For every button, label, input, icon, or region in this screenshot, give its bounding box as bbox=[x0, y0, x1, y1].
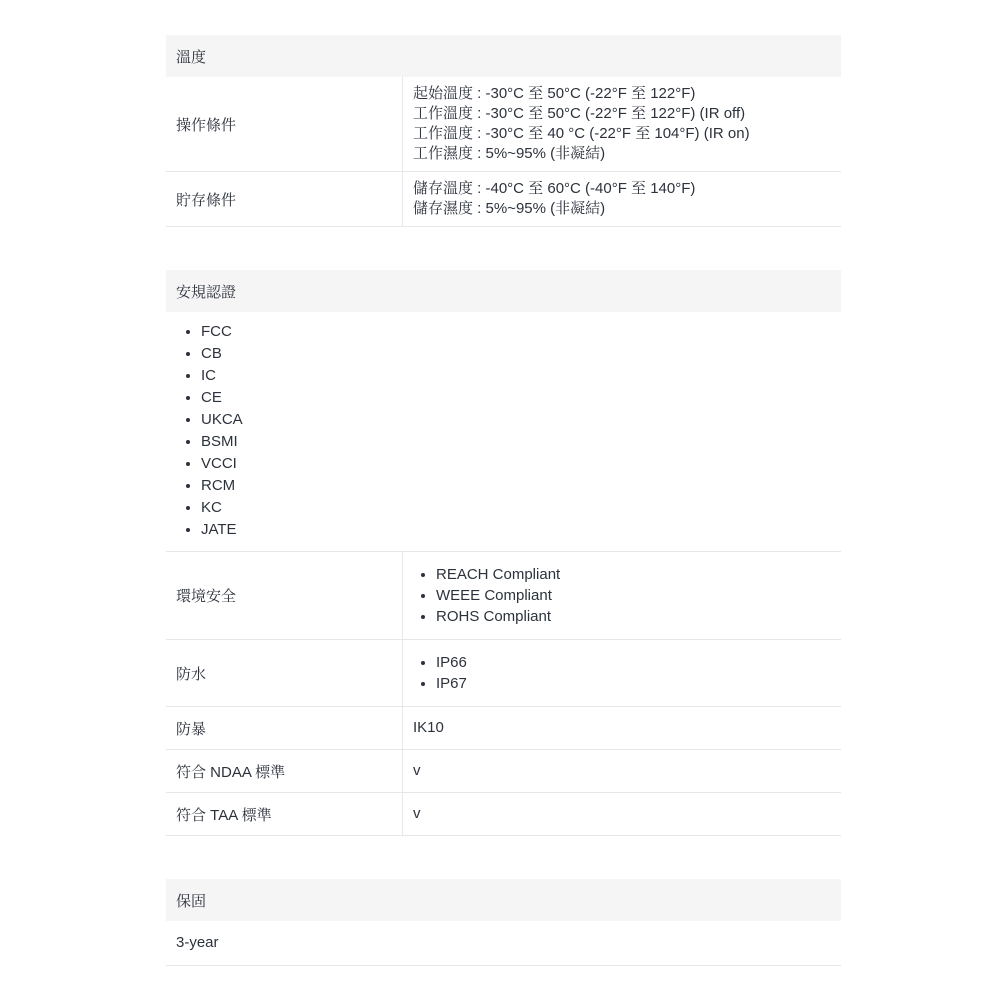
section-warranty bbox=[166, 879, 841, 966]
bullet-list bbox=[403, 564, 831, 627]
list-item: • JATE bbox=[201, 519, 841, 541]
list-item: • KC bbox=[201, 497, 841, 519]
list-item: • ROHS Compliant bbox=[436, 606, 831, 627]
section-title: 保固 bbox=[176, 892, 207, 910]
list-item: 儲存濕度 : 5%~95% (非凝結) bbox=[413, 200, 606, 217]
spec-label: 操作條件 bbox=[176, 116, 237, 134]
section-temperature bbox=[166, 35, 841, 227]
spec-label: 防暴 bbox=[176, 720, 207, 738]
spec-row-environmental-safety bbox=[166, 552, 841, 640]
spec-row-waterproof bbox=[166, 640, 841, 707]
spec-label: 防水 bbox=[176, 665, 207, 683]
section-header-certifications bbox=[166, 270, 841, 312]
spec-label: 符合 NDAA 標準 bbox=[176, 763, 286, 781]
spec-value: v bbox=[402, 750, 841, 792]
spec-row-operating-conditions bbox=[166, 77, 841, 172]
spec-value-list bbox=[402, 640, 841, 706]
section-title: 安規認證 bbox=[176, 283, 237, 301]
section-title: 溫度 bbox=[176, 48, 207, 66]
spec-value-lines bbox=[402, 172, 841, 226]
list-item: • REACH Compliant bbox=[436, 564, 831, 585]
list-item: • RCM bbox=[201, 475, 841, 497]
spec-value-list bbox=[402, 552, 841, 639]
list-item: • BSMI bbox=[201, 431, 841, 453]
spec-value: IK10 bbox=[402, 707, 841, 749]
list-item: • FCC bbox=[201, 321, 841, 343]
spec-label: 符合 TAA 標準 bbox=[176, 806, 272, 824]
list-item: • IC bbox=[201, 365, 841, 387]
section-header-temperature bbox=[166, 35, 841, 77]
spec-row-vandal-proof bbox=[166, 707, 841, 750]
spec-row-storage-conditions bbox=[166, 172, 841, 227]
list-item: 工作溫度 : -30°C 至 50°C (-22°F 至 122°F) (IR off) bbox=[413, 105, 746, 122]
list-item: 工作濕度 : 5%~95% (非凝結) bbox=[413, 145, 606, 162]
list-item: • IP67 bbox=[436, 673, 831, 694]
list-item: • UKCA bbox=[201, 409, 841, 431]
spec-row-taa-compliant bbox=[166, 793, 841, 836]
certification-list-row bbox=[166, 312, 841, 552]
spec-label: 貯存條件 bbox=[176, 191, 237, 209]
spec-value: v bbox=[402, 793, 841, 835]
list-item: 工作溫度 : -30°C 至 40 °C (-22°F 至 104°F) (IR on) bbox=[413, 125, 750, 142]
certification-list bbox=[166, 312, 841, 551]
list-item: 儲存溫度 : -40°C 至 60°C (-40°F 至 140°F) bbox=[413, 180, 696, 197]
list-item: • CB bbox=[201, 343, 841, 365]
spec-value-lines bbox=[402, 77, 841, 171]
list-item: 起始溫度 : -30°C 至 50°C (-22°F 至 122°F) bbox=[413, 85, 696, 102]
spec-label: 環境安全 bbox=[176, 588, 237, 605]
list-item: • CE bbox=[201, 387, 841, 409]
section-certifications bbox=[166, 270, 841, 836]
bullet-list bbox=[403, 652, 831, 694]
spec-page bbox=[166, 35, 841, 966]
spec-row-ndaa-compliant bbox=[166, 750, 841, 793]
section-header-warranty bbox=[166, 879, 841, 921]
list-item: • IP66 bbox=[436, 652, 831, 673]
warranty-value: 3-year bbox=[166, 921, 841, 966]
list-item: • WEEE Compliant bbox=[436, 585, 831, 606]
list-item: • VCCI bbox=[201, 453, 841, 475]
